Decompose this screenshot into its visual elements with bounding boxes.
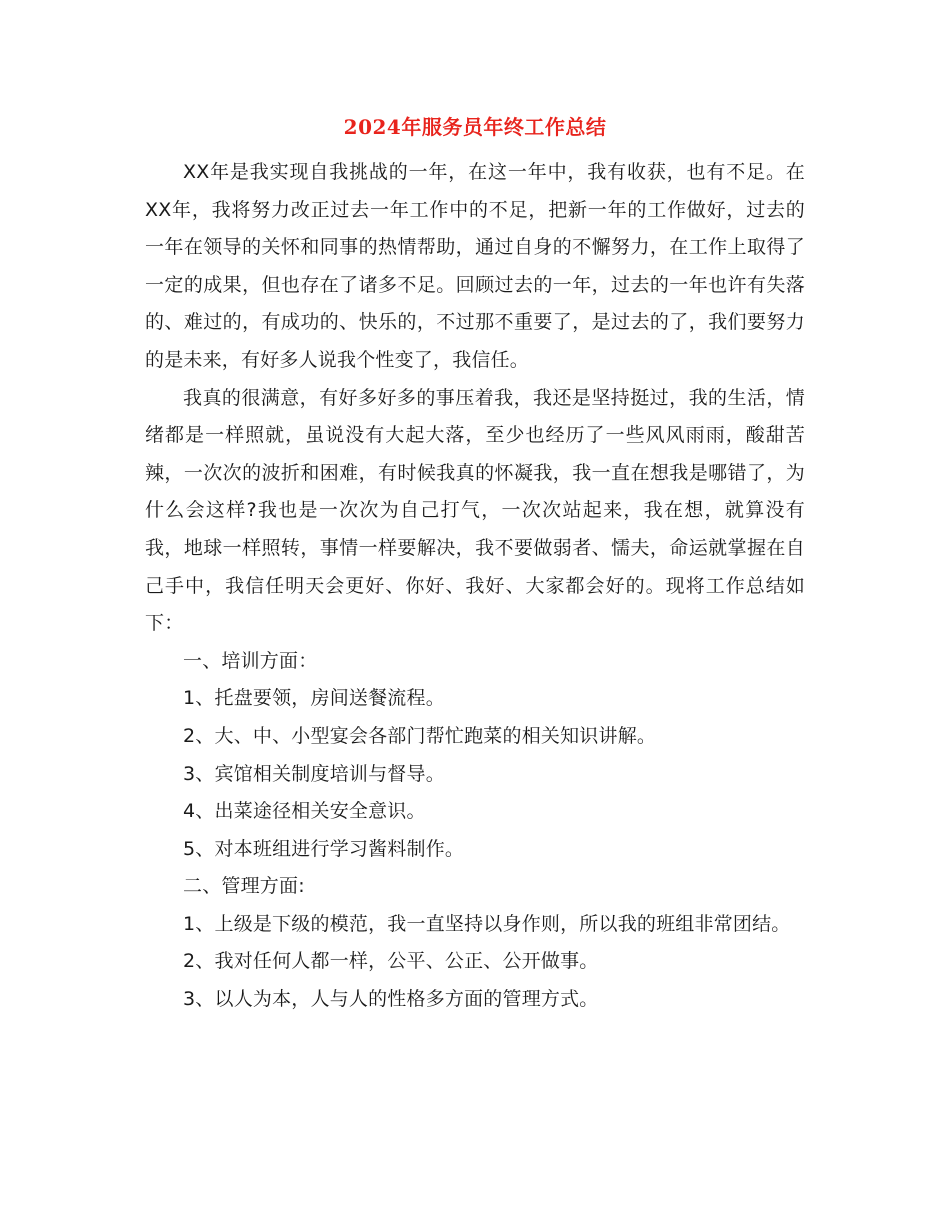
list-item: 3、以人为本，人与人的性格多方面的管理方式。 (183, 988, 599, 1011)
list-item: 4、出菜途径相关安全意识。 (183, 800, 426, 823)
section-heading-management: 二、管理方面: (183, 875, 305, 898)
list-item: 2、我对任何人都一样，公平、公正、公开做事。 (183, 950, 599, 973)
list-item: 5、对本班组进行学习酱料制作。 (183, 837, 465, 860)
list-item: 1、上级是下级的模范，我一直坚持以身作则，所以我的班组非常团结。 (183, 912, 791, 935)
list-item: 3、宾馆相关制度培训与督导。 (183, 762, 445, 785)
document-title: 2024年服务员年终工作总结 (343, 115, 607, 139)
section-heading-training: 一、培训方面： (183, 649, 318, 672)
paragraph-intro: XX年是我实现自我挑战的一年，在这一年中，我有收获，也有不足。在XX年，我将努力改正过去一年工作中的不足，把新一年的工作做好，过去的一年在领导的关怀和同事的热情帮助，通过自身的不懈努力，在工作上取得了一定的成果，但也存在了诸多不足。回顾过去的一年，过去的一年也许有失落的、难过的，有成功的、快乐的，不过那不重要了，是过去的了，我们要努力的是未来，有好多人说我个性变了，我信任。 (145, 161, 805, 371)
list-item: 1、托盘要领，房间送餐流程。 (183, 687, 445, 710)
paragraph-reflection: 我真的很满意，有好多好多的事压着我，我还是坚持挺过，我的生活，情绪都是一样照就，虽说没有大起大落，至少也经历了一些风风雨雨，酸甜苦辣，一次次的波折和困难，有时候我真的怀凝我，我一直在想我是哪错了，为什么会这样?我也是一次次为自己打气，一次次站起来，我在想，就算没有我，地球一样照转，事情一样要解决，我不要做弱者、懦夫，命运就掌握在自己手中，我信任明天会更好、你好、我好、大家都会好的。现将工作总结如下： (145, 386, 805, 635)
list-item: 2、大、中、小型宴会各部门帮忙跑菜的相关知识讲解。 (183, 724, 657, 747)
document-body (145, 154, 805, 1019)
